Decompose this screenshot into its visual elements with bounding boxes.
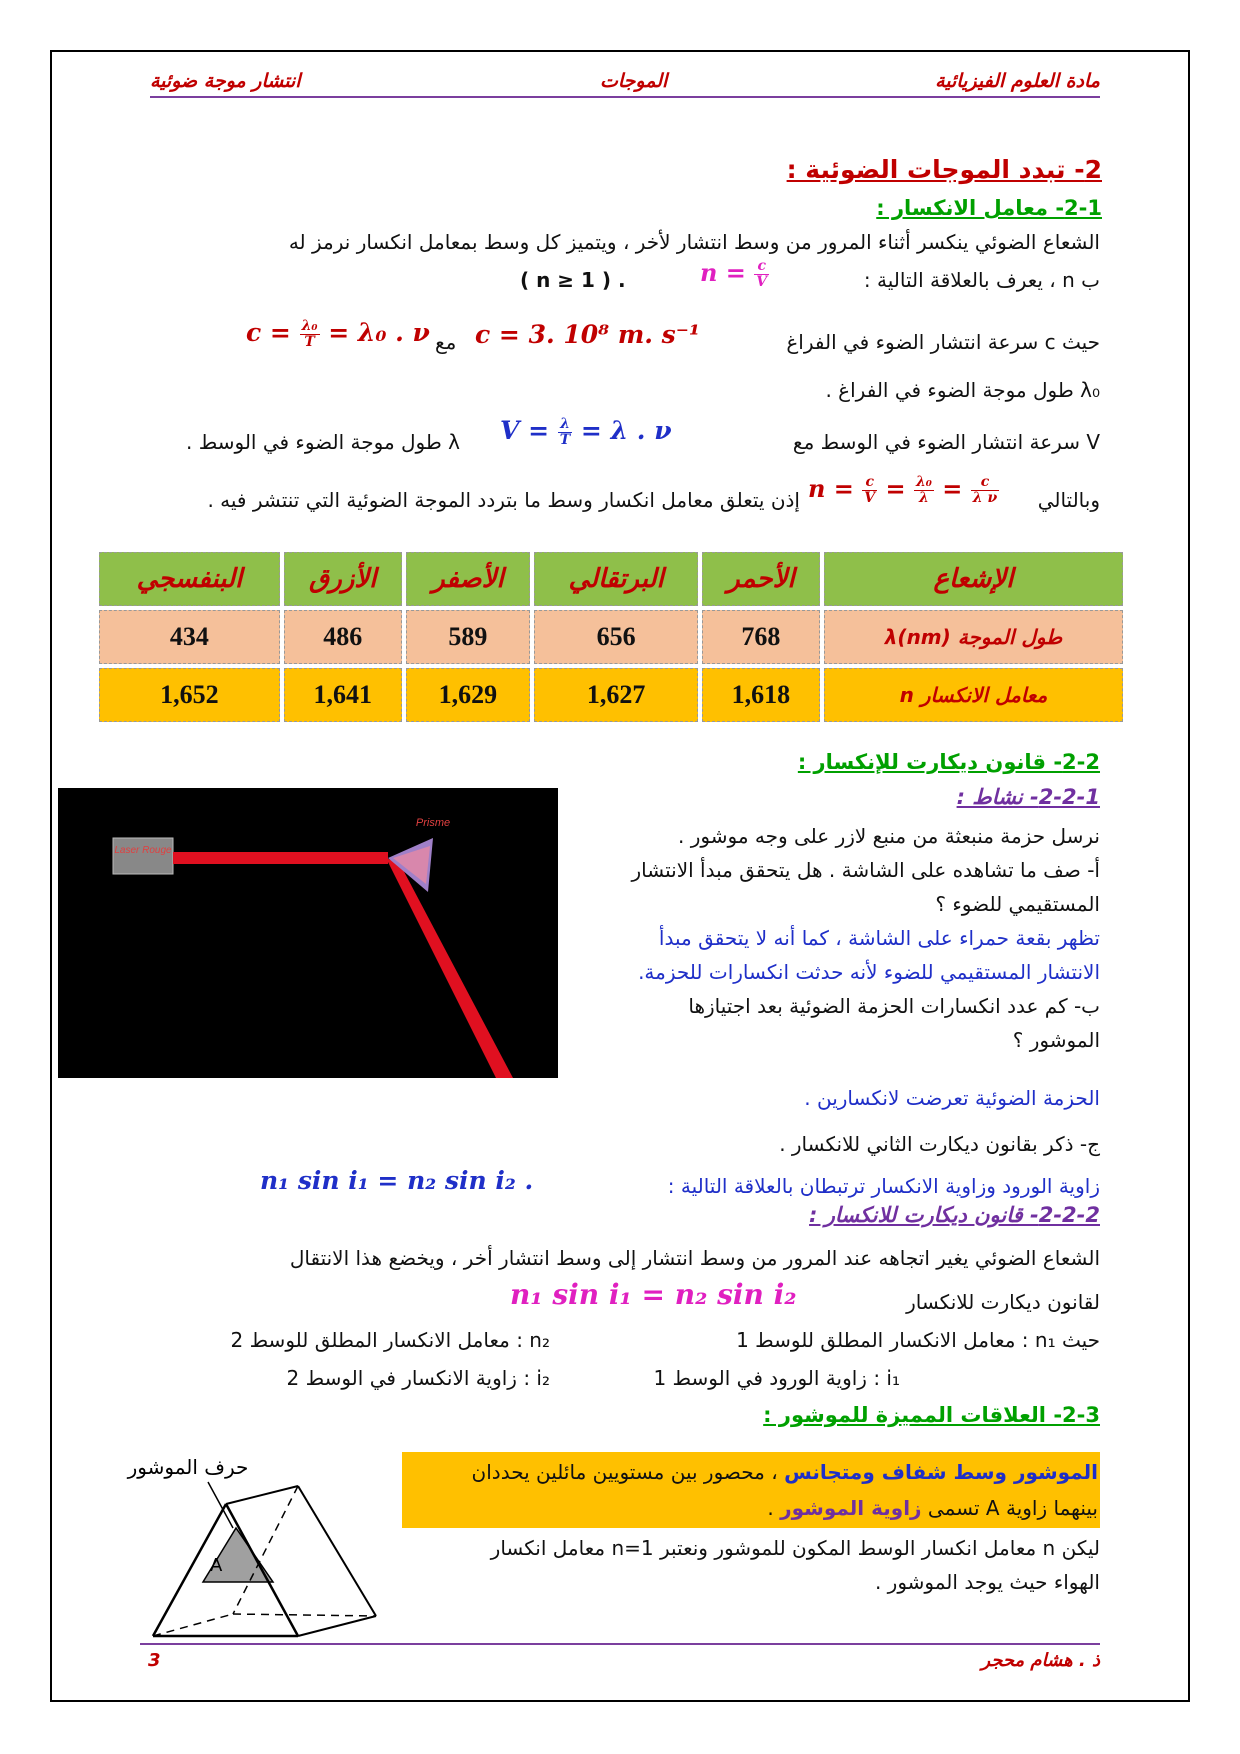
table-cell: 1,618 — [702, 668, 820, 722]
footer-divider — [140, 1643, 1100, 1645]
activity-line-6: ج- ذكر بقانون ديكارت الثاني للانكسار . — [779, 1132, 1100, 1156]
activity-line-7: زاوية الورود وزاوية الانكسار ترتبطان بالعلاقة التالية : — [667, 1174, 1100, 1198]
table-row-label: طول الموجة λ(nm) — [824, 610, 1123, 664]
law-line-1: الشعاع الضوئي يغير اتجاهه عند المرور من وسط انتشار إلى وسط انتشار أخر ، ويخضع هذا الانتقال — [289, 1246, 1100, 1270]
activity-line-5: الموشور ؟ — [1012, 1028, 1100, 1052]
paragraph-dispersion: إذن يتعلق معامل انكسار وسط ما بتردد الموجة الضوئية التي تنتشر فيه . — [207, 488, 800, 512]
table-cell: 434 — [99, 610, 280, 664]
word-therefore: وبالتالي — [1037, 488, 1100, 512]
table-header-cell: الأحمر — [702, 552, 820, 606]
answer-line-2: الانتشار المستقيمي للضوء لأنه حدثت انكسارات للحزمة. — [638, 960, 1100, 984]
page-number: 3 — [148, 1650, 161, 1671]
paragraph-refraction-1: الشعاع الضوئي ينكسر أثناء المرور من وسط انتشار لأخر ، ويتميز كل وسط بمعامل انكسار نرمز له — [288, 230, 1100, 254]
formula-c-value: c = 3. 10⁸ m. s⁻¹ — [475, 320, 700, 349]
prism-hidden-base-left — [153, 1614, 233, 1636]
formula-v: V = $\frac{\lambda}{T}$ = λ . ν — [500, 416, 672, 448]
table-header-cell: الإشعاع — [824, 552, 1123, 606]
prism-top-edge — [226, 1486, 298, 1504]
prism-definition-rest: ، محصور بين مستويين مائلين يحددان — [471, 1460, 778, 1484]
prism-base-right-edge — [298, 1616, 376, 1636]
answer-line-1: تظهر بقعة حمراء على الشاشة ، كما أنه لا يتحقق مبدأ — [658, 926, 1100, 950]
prism-definition-line-1 — [408, 1456, 1098, 1488]
paragraph-v-definition: V سرعة انتشار الضوء في الوسط مع — [792, 430, 1100, 454]
table-cell: 589 — [406, 610, 531, 664]
table-header-cell: البنفسجي — [99, 552, 280, 606]
table-header-cell: الأصفر — [406, 552, 531, 606]
table-cell: 1,652 — [99, 668, 280, 722]
definition-n1: حيث n₁ : معامل الانكسار المطلق للوسط 1 — [736, 1328, 1100, 1352]
prism-angle-term: زاوية الموشور — [780, 1496, 922, 1520]
table-cell: 656 — [534, 610, 698, 664]
laser-label: Laser Rouge — [114, 845, 172, 856]
descartes-law-title: 2-2-2- قانون ديكارت للانكسار : — [809, 1203, 1100, 1227]
table-row-wavelength — [99, 610, 1123, 664]
section-2-2-title: 2-2- قانون ديكارت للإنكسار : — [797, 750, 1100, 774]
prism-index-line-1: ليكن n معامل انكسار الوسط المكون للموشور ونعتبر n=1 معامل انكسار — [490, 1536, 1100, 1560]
section-2-1-title: 2-1- معامل الانكسار : — [876, 196, 1102, 220]
laser-source — [113, 838, 173, 874]
table-cell: 768 — [702, 610, 820, 664]
incident-beam — [173, 852, 388, 864]
prism-definition-line-2: بينهما زاوية A تسمى زاوية الموشور . — [767, 1496, 1098, 1520]
formula-n-relation: n = $\frac{c}{V}$ = $\frac{\text{λ₀}}{\lambda}$ = $\frac{c}{\text{λ ν}}$ — [808, 474, 998, 506]
header-subject: مادة العلوم الفيزيائية — [935, 70, 1100, 92]
prism-definition-bold: الموشور وسط شفاف ومتجانس — [784, 1460, 1098, 1484]
prism-label: Prisme — [415, 817, 451, 829]
laser-prism-figure — [58, 788, 558, 1078]
prism-edge-label: حرف الموشور — [127, 1455, 249, 1479]
formula-c: c = $\frac{\text{λ₀}}{T}$ = λ₀ . ν — [246, 318, 430, 350]
paragraph-c-definition: حيث c سرعة انتشار الضوء في الفراغ — [786, 330, 1100, 354]
activity-line-4: ب- كم عدد انكسارات الحزمة الضوئية بعد اجتيازها — [688, 994, 1100, 1018]
table-cell: 486 — [284, 610, 402, 664]
activity-line-2: أ- صف ما تشاهده على الشاشة . هل يتحقق مبدأ الانتشار — [631, 858, 1100, 882]
snell-formula: n₁ sin i₁ = n₂ sin i₂ — [510, 1278, 797, 1311]
refraction-table — [95, 548, 1127, 726]
paragraph-lambda: λ طول موجة الضوء في الوسط . — [186, 430, 460, 454]
prism-back-right-edge — [298, 1486, 376, 1616]
header-lesson: انتشار موجة ضوئية — [150, 70, 301, 92]
paragraph-lambda0: λ₀ طول موجة الضوء في الفراغ . — [825, 378, 1100, 402]
prism-diagram — [58, 1446, 403, 1646]
definition-i1: i₁ : زاوية الورود في الوسط 1 — [653, 1366, 900, 1390]
table-row-label: معامل الانكسار n — [824, 668, 1123, 722]
word-with: مع — [435, 330, 457, 354]
table-cell: 1,641 — [284, 668, 402, 722]
activity-line-3: المستقيمي للضوء ؟ — [935, 892, 1100, 916]
definition-n2: n₂ : معامل الانكسار المطلق للوسط 2 — [230, 1328, 550, 1352]
formula-n-definition: n = $\frac{c}{V}$ — [700, 258, 768, 290]
activity-line-1: نرسل حزمة منبعثة من منبع لازر على وجه موشور . — [678, 824, 1100, 848]
activity-title: 2-2-1- نشاط : — [956, 785, 1100, 809]
section-2-3-title: 2-3- العلاقات المميزة للموشور : — [763, 1403, 1100, 1427]
table-header-cell: البرتقالي — [534, 552, 698, 606]
table-row-index — [99, 668, 1123, 722]
law-line-2: لقانون ديكارت للانكسار — [906, 1290, 1100, 1314]
table-cell: 1,629 — [406, 668, 531, 722]
label-pointer — [208, 1482, 233, 1528]
header-unit: الموجات — [600, 70, 668, 92]
paragraph-refraction-2: ب n ، يعرف بالعلاقة التالية : — [863, 268, 1100, 292]
prism-index-line-2: الهواء حيث يوجد الموشور . — [874, 1570, 1100, 1594]
prism-hidden-base-back — [233, 1614, 376, 1616]
section-2-title: 2- تبدد الموجات الضوئية : — [786, 155, 1102, 184]
angle-label: A — [210, 1555, 223, 1576]
table-header-row — [99, 552, 1123, 606]
header-divider — [150, 96, 1100, 98]
table-cell: 1,627 — [534, 668, 698, 722]
condition-n: ( n ≥ 1 ) . — [520, 268, 626, 292]
footer-author: ذ . هشام محجر — [981, 1650, 1100, 1671]
definition-i2: i₂ : زاوية الانكسار في الوسط 2 — [286, 1366, 550, 1390]
answer-line-3: الحزمة الضوئية تعرضت لانكسارين . — [804, 1086, 1100, 1110]
table-header-cell: الأزرق — [284, 552, 402, 606]
snell-inline-formula: n₁ sin i₁ = n₂ sin i₂ . — [260, 1166, 534, 1195]
